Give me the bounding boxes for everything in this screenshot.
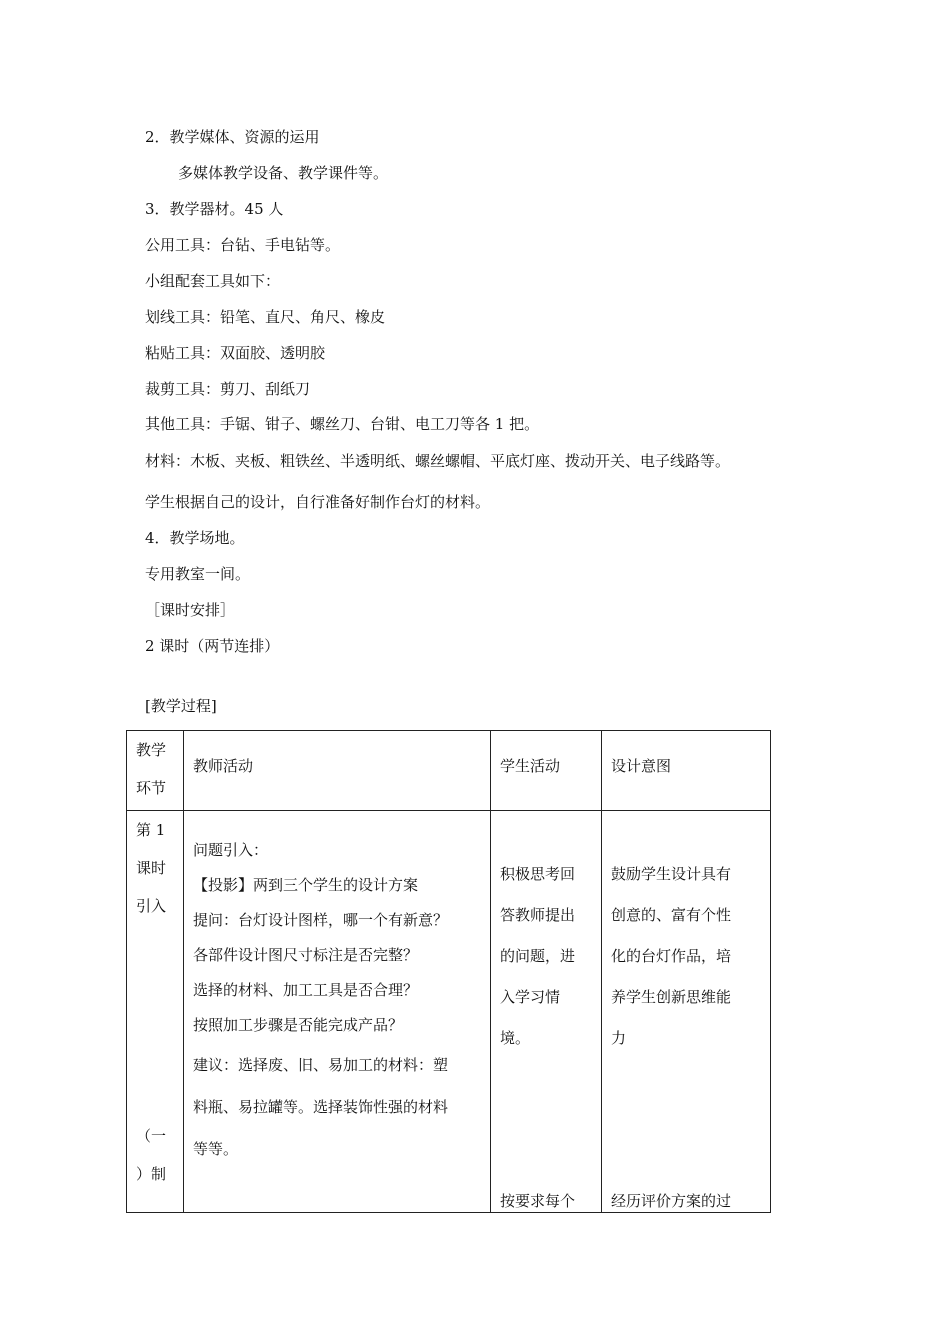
teacher-line: 等等。	[193, 1140, 239, 1158]
schedule-heading: ［课时安排］	[145, 601, 236, 619]
schedule-text: 2 课时（两节连排）	[145, 637, 280, 655]
intent-line: 化的台灯作品，培	[611, 947, 732, 965]
student-line-bottom: 按要求每个	[500, 1192, 576, 1210]
table-row	[127, 811, 771, 1213]
student-activity-cell	[491, 811, 602, 1213]
process-heading: [教学过程]	[145, 697, 217, 715]
stage-line: 引入	[136, 897, 167, 915]
teacher-line: 问题引入：	[193, 841, 269, 859]
stage-line: （一	[136, 1127, 167, 1145]
teacher-line: 选择的材料、加工工具是否合理？	[193, 981, 419, 999]
public-tools-text: 公用工具：台钻、手电钻等。	[145, 236, 341, 254]
design-intent-cell	[602, 811, 771, 1213]
teacher-line: 提问：台灯设计图样，哪一个有新意？	[193, 911, 449, 929]
header-stage	[127, 731, 184, 811]
header-intent-label: 设计意图	[611, 757, 672, 775]
student-prep-text: 学生根据自己的设计，自行准备好制作台灯的材料。	[145, 493, 491, 511]
stage-line: 课时	[136, 859, 167, 877]
teacher-line: 各部件设计图尺寸标注是否完整？	[193, 946, 419, 964]
teaching-process-table	[126, 730, 771, 1213]
intent-line: 力	[611, 1029, 627, 1047]
header-stage-line: 教学	[136, 741, 167, 759]
teacher-line: 【投影】两到三个学生的设计方案	[193, 876, 419, 894]
section-media-heading: 2．教学媒体、资源的运用	[145, 128, 320, 146]
header-student	[491, 731, 602, 811]
header-intent	[602, 731, 771, 811]
media-text: 多媒体教学设备、教学课件等。	[178, 164, 389, 182]
student-line: 境。	[500, 1029, 531, 1047]
stage-line: ）制	[136, 1165, 167, 1183]
header-teacher	[184, 731, 491, 811]
header-teacher-label: 教师活动	[193, 757, 254, 775]
teacher-line: 建议：选择废、旧、易加工的材料：塑	[193, 1056, 449, 1074]
stage-line: 第 1	[136, 821, 166, 839]
other-tools-text: 其他工具：手锯、钳子、螺丝刀、台钳、电工刀等各 1 把。	[145, 415, 540, 433]
group-tools-intro: 小组配套工具如下：	[145, 272, 281, 290]
section-equipment-heading: 3．教学器材。45 人	[145, 200, 284, 218]
teacher-line: 料瓶、易拉罐等。选择装饰性强的材料	[193, 1098, 449, 1116]
student-line: 积极思考回	[500, 865, 576, 883]
section-venue-heading: 4．教学场地。	[145, 529, 245, 547]
student-line: 答教师提出	[500, 906, 576, 924]
stage-cell	[127, 811, 184, 1213]
intent-line: 创意的、富有个性	[611, 906, 732, 924]
header-student-label: 学生活动	[500, 757, 561, 775]
table-header-row	[127, 731, 771, 811]
cutting-tools-text: 裁剪工具：剪刀、刮纸刀	[145, 380, 311, 398]
adhesive-tools-text: 粘贴工具：双面胶、透明胶	[145, 344, 326, 362]
materials-text: 材料：木板、夹板、粗铁丝、半透明纸、螺丝螺帽、平底灯座、拨动开关、电子线路等。	[145, 452, 731, 470]
student-line: 入学习情	[500, 988, 561, 1006]
teacher-activity-cell	[184, 811, 491, 1213]
intent-line: 养学生创新思维能	[611, 988, 732, 1006]
header-stage-line: 环节	[136, 779, 167, 797]
marking-tools-text: 划线工具：铅笔、直尺、角尺、橡皮	[145, 308, 386, 326]
intent-line-bottom: 经历评价方案的过	[611, 1192, 732, 1210]
intent-line: 鼓励学生设计具有	[611, 865, 732, 883]
venue-text: 专用教室一间。	[145, 565, 251, 583]
teacher-line: 按照加工步骤是否能完成产品？	[193, 1016, 404, 1034]
student-line: 的问题，进	[500, 947, 576, 965]
